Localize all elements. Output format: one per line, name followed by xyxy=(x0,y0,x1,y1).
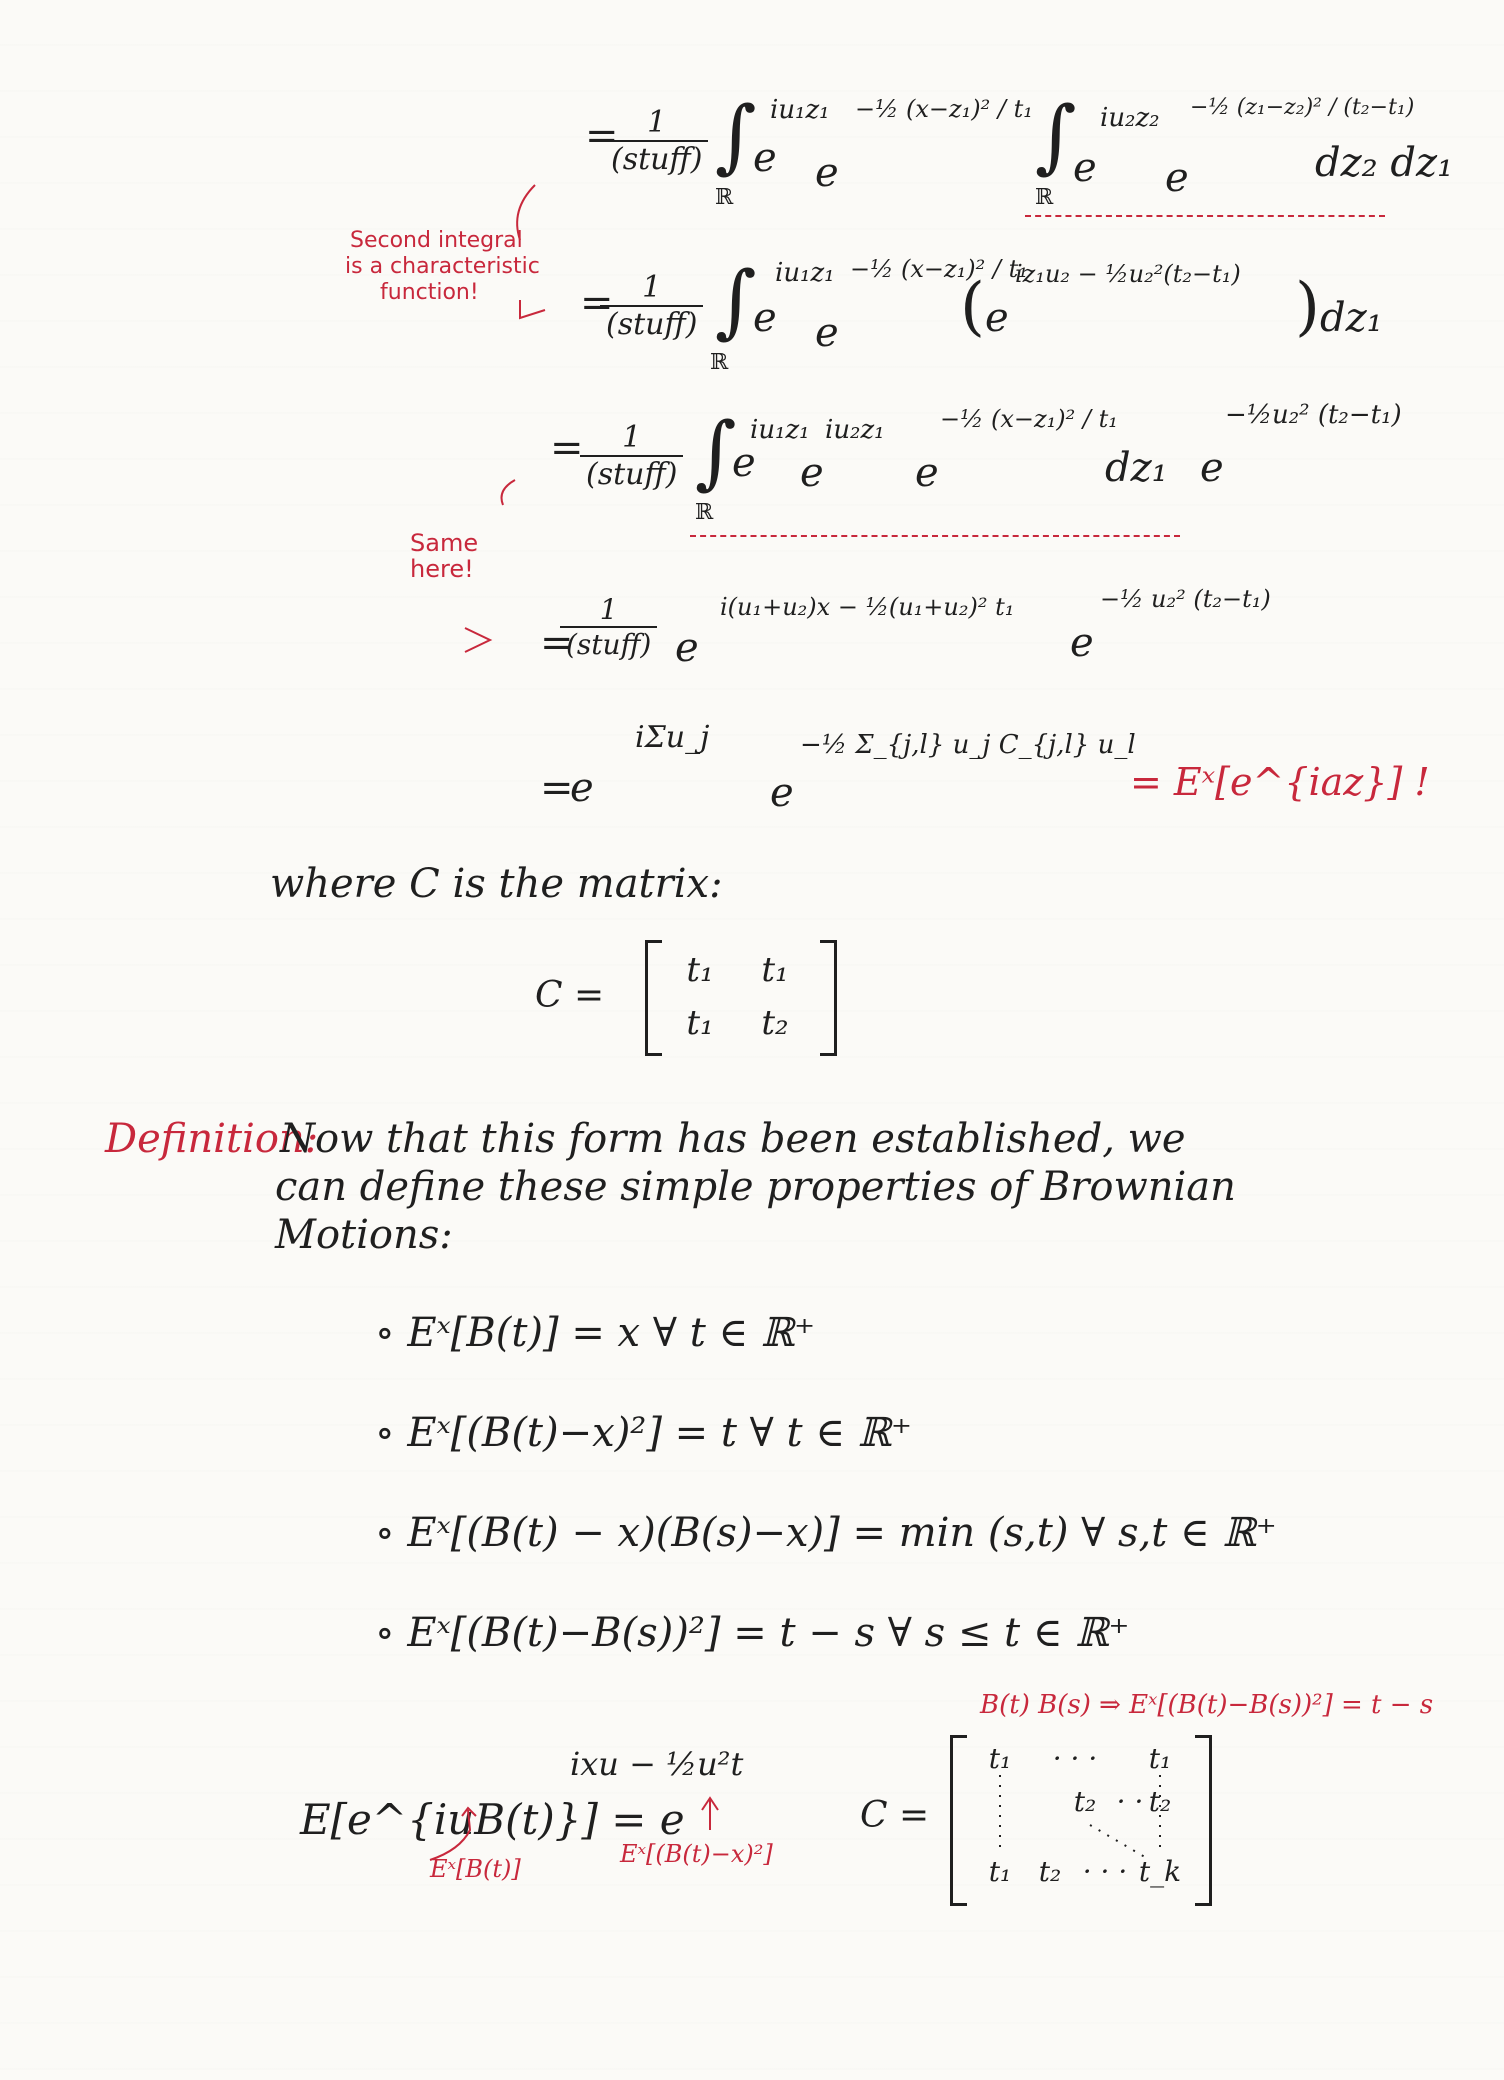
equation-row-5: = e iΣu_j e −½ Σ_{j,l} u_j C_{j,l} u_l = Eˣ[e^{iaz}] ! xyxy=(540,720,1430,816)
char-fn-lhs: E[e^{iuB(t)}] = e xyxy=(300,1795,685,1844)
property-3: ∘ Eˣ[(B(t) − x)(B(s)−x)] = min (s,t) ∀ s,t ∈ ℝ⁺ xyxy=(375,1510,1277,1556)
integral-domain: ℝ xyxy=(715,185,734,210)
matrix-label: C = xyxy=(860,1795,930,1836)
red-dashed-underline xyxy=(690,535,1180,537)
fraction-numerator: 1 xyxy=(622,420,642,455)
matrix-cell: t_k xyxy=(1138,1855,1182,1888)
matrix-cell: t₁ xyxy=(988,1855,1012,1888)
exponent: iu₂z₁ xyxy=(825,415,885,445)
fraction-numerator: 1 xyxy=(642,270,662,305)
annotation-mean: Eˣ[B(t)] xyxy=(430,1855,521,1883)
exponent: ixu − ½u²t xyxy=(570,1745,744,1783)
definition-text xyxy=(275,1115,1236,1259)
equation-row-4: = 1 (stuff) e i(u₁+u₂)x − ½(u₁+u₂)² t₁ e −½ u₂² (t₂−t₁) xyxy=(540,585,1271,671)
integral-domain: ℝ xyxy=(1035,185,1054,210)
exponent: −½u₂² (t₂−t₁) xyxy=(1225,400,1402,430)
exponent: −½ Σ_{j,l} u_j C_{j,l} u_l xyxy=(800,730,1136,760)
red-annotation-increment: B(t) B(s) ⇒ Eˣ[(B(t)−B(s))²] = t − s xyxy=(980,1690,1434,1720)
exponent: −½ (x−z₁)² / t₁ xyxy=(940,405,1118,433)
definition-line: can define these simple properties of Brownian xyxy=(275,1164,1236,1210)
matrix-cell: t₂ xyxy=(1038,1855,1062,1888)
matrix-cell: t₁ xyxy=(1148,1742,1172,1775)
property-4: ∘ Eˣ[(B(t)−B(s))²] = t − s ∀ s ≤ t ∈ ℝ⁺ xyxy=(375,1610,1130,1656)
property-1: ∘ Eˣ[B(t)] = x ∀ t ∈ ℝ⁺ xyxy=(375,1310,816,1356)
exponent: iu₂z₂ xyxy=(1100,103,1160,133)
matrix-bracket-right xyxy=(820,940,837,1056)
where-statement: where C is the matrix: xyxy=(270,861,723,907)
matrix-cell: t₂ xyxy=(1148,1785,1172,1818)
differential: dz₁ xyxy=(1105,445,1168,491)
fraction-denominator: (stuff) xyxy=(580,455,683,492)
note-line: Second integral xyxy=(350,228,523,253)
matrix-cell: · · · xyxy=(1052,1742,1098,1775)
fraction-numerator: 1 xyxy=(647,105,667,140)
matrix-cell: t₁ xyxy=(686,950,714,990)
definition-line: Now that this form has been established, we xyxy=(280,1116,1186,1162)
matrix-cell: · · xyxy=(1116,1785,1144,1818)
definition-label: Definition: xyxy=(105,1116,319,1162)
note-line: Same xyxy=(410,529,479,557)
exponent: iu₁z₁ xyxy=(770,95,830,125)
matrix-cell: · · · xyxy=(1082,1855,1128,1888)
matrix-cell: t₂ xyxy=(761,1003,789,1043)
red-arrow-icon xyxy=(485,475,525,515)
red-arrow-icon xyxy=(420,1790,720,1870)
matrix-cell: t₁ xyxy=(988,1742,1012,1775)
fraction-numerator: 1 xyxy=(599,593,618,626)
integral-domain: ℝ xyxy=(695,500,714,525)
exponent: iu₁z₁ xyxy=(775,258,835,288)
fraction-denominator: (stuff) xyxy=(560,626,657,661)
equation-row-1: = 1 (stuff) ∫ ℝ e iu₁z₁ e −½ (x−z₁)² / t₁ ∫ ℝ e iu₂z₂ e −½ (z₁−z₂)² / (t₂−t₁) dz₂ dz₁ xyxy=(585,89,1454,210)
exponent: −½ (x−z₁)² / t₁ xyxy=(855,95,1033,123)
exponent: iz₁u₂ − ½u₂²(t₂−t₁) xyxy=(1015,260,1241,288)
matrix-cell: t₁ xyxy=(761,950,789,990)
note-line: here! xyxy=(410,555,474,583)
matrix-c xyxy=(535,935,855,1055)
margin-note-same-here xyxy=(410,530,478,582)
equation-row-3: = 1 (stuff) ∫ ℝ e iu₁z₁ e iu₂z₁ e −½ (x−z₁)² / t₁ dz₁ e −½u₂² (t₂−t₁) xyxy=(550,400,1402,525)
red-dashed-underline xyxy=(1025,215,1385,217)
fraction-denominator: (stuff) xyxy=(600,305,703,342)
exponent: iΣu_j xyxy=(635,720,710,755)
annotation-variance: Eˣ[(B(t)−x)²] xyxy=(620,1840,773,1868)
note-line: is a characteristic xyxy=(345,254,540,279)
exponent: −½ (z₁−z₂)² / (t₂−t₁) xyxy=(1190,95,1415,120)
matrix-label: C = xyxy=(535,975,605,1016)
exponent: i(u₁+u₂)x − ½(u₁+u₂)² t₁ xyxy=(720,593,1015,621)
matrix-cell: t₁ xyxy=(686,1003,714,1043)
exponent: iu₁z₁ xyxy=(750,415,810,445)
exponent: −½ (x−z₁)² / t₁ xyxy=(850,255,1028,283)
red-arrow-icon xyxy=(500,180,560,330)
property-2: ∘ Eˣ[(B(t)−x)²] = t ∀ t ∈ ℝ⁺ xyxy=(375,1410,912,1456)
exponent: −½ u₂² (t₂−t₁) xyxy=(1100,585,1271,613)
matrix-cell: t₂ xyxy=(1073,1785,1097,1818)
definition-line: Motions: xyxy=(275,1212,453,1258)
fraction-denominator: (stuff) xyxy=(605,140,708,177)
note-line: function! xyxy=(380,280,479,305)
differential: dz₂ dz₁ xyxy=(1315,140,1454,186)
matrix-dots xyxy=(860,1730,1220,1910)
matrix-c-general xyxy=(860,1730,1220,1910)
integral-domain: ℝ xyxy=(710,350,729,375)
expectation-result: = Eˣ[e^{iaz}] ! xyxy=(1130,760,1430,804)
differential: dz₁ xyxy=(1320,295,1383,341)
red-arrow-icon xyxy=(460,620,520,660)
equation-row-2: = 1 (stuff) ∫ ℝ e iu₁z₁ e −½ (x−z₁)² / t₁ ( e iz₁u₂ − ½u₂²(t₂−t₁) ) dz₁ xyxy=(580,254,1383,375)
